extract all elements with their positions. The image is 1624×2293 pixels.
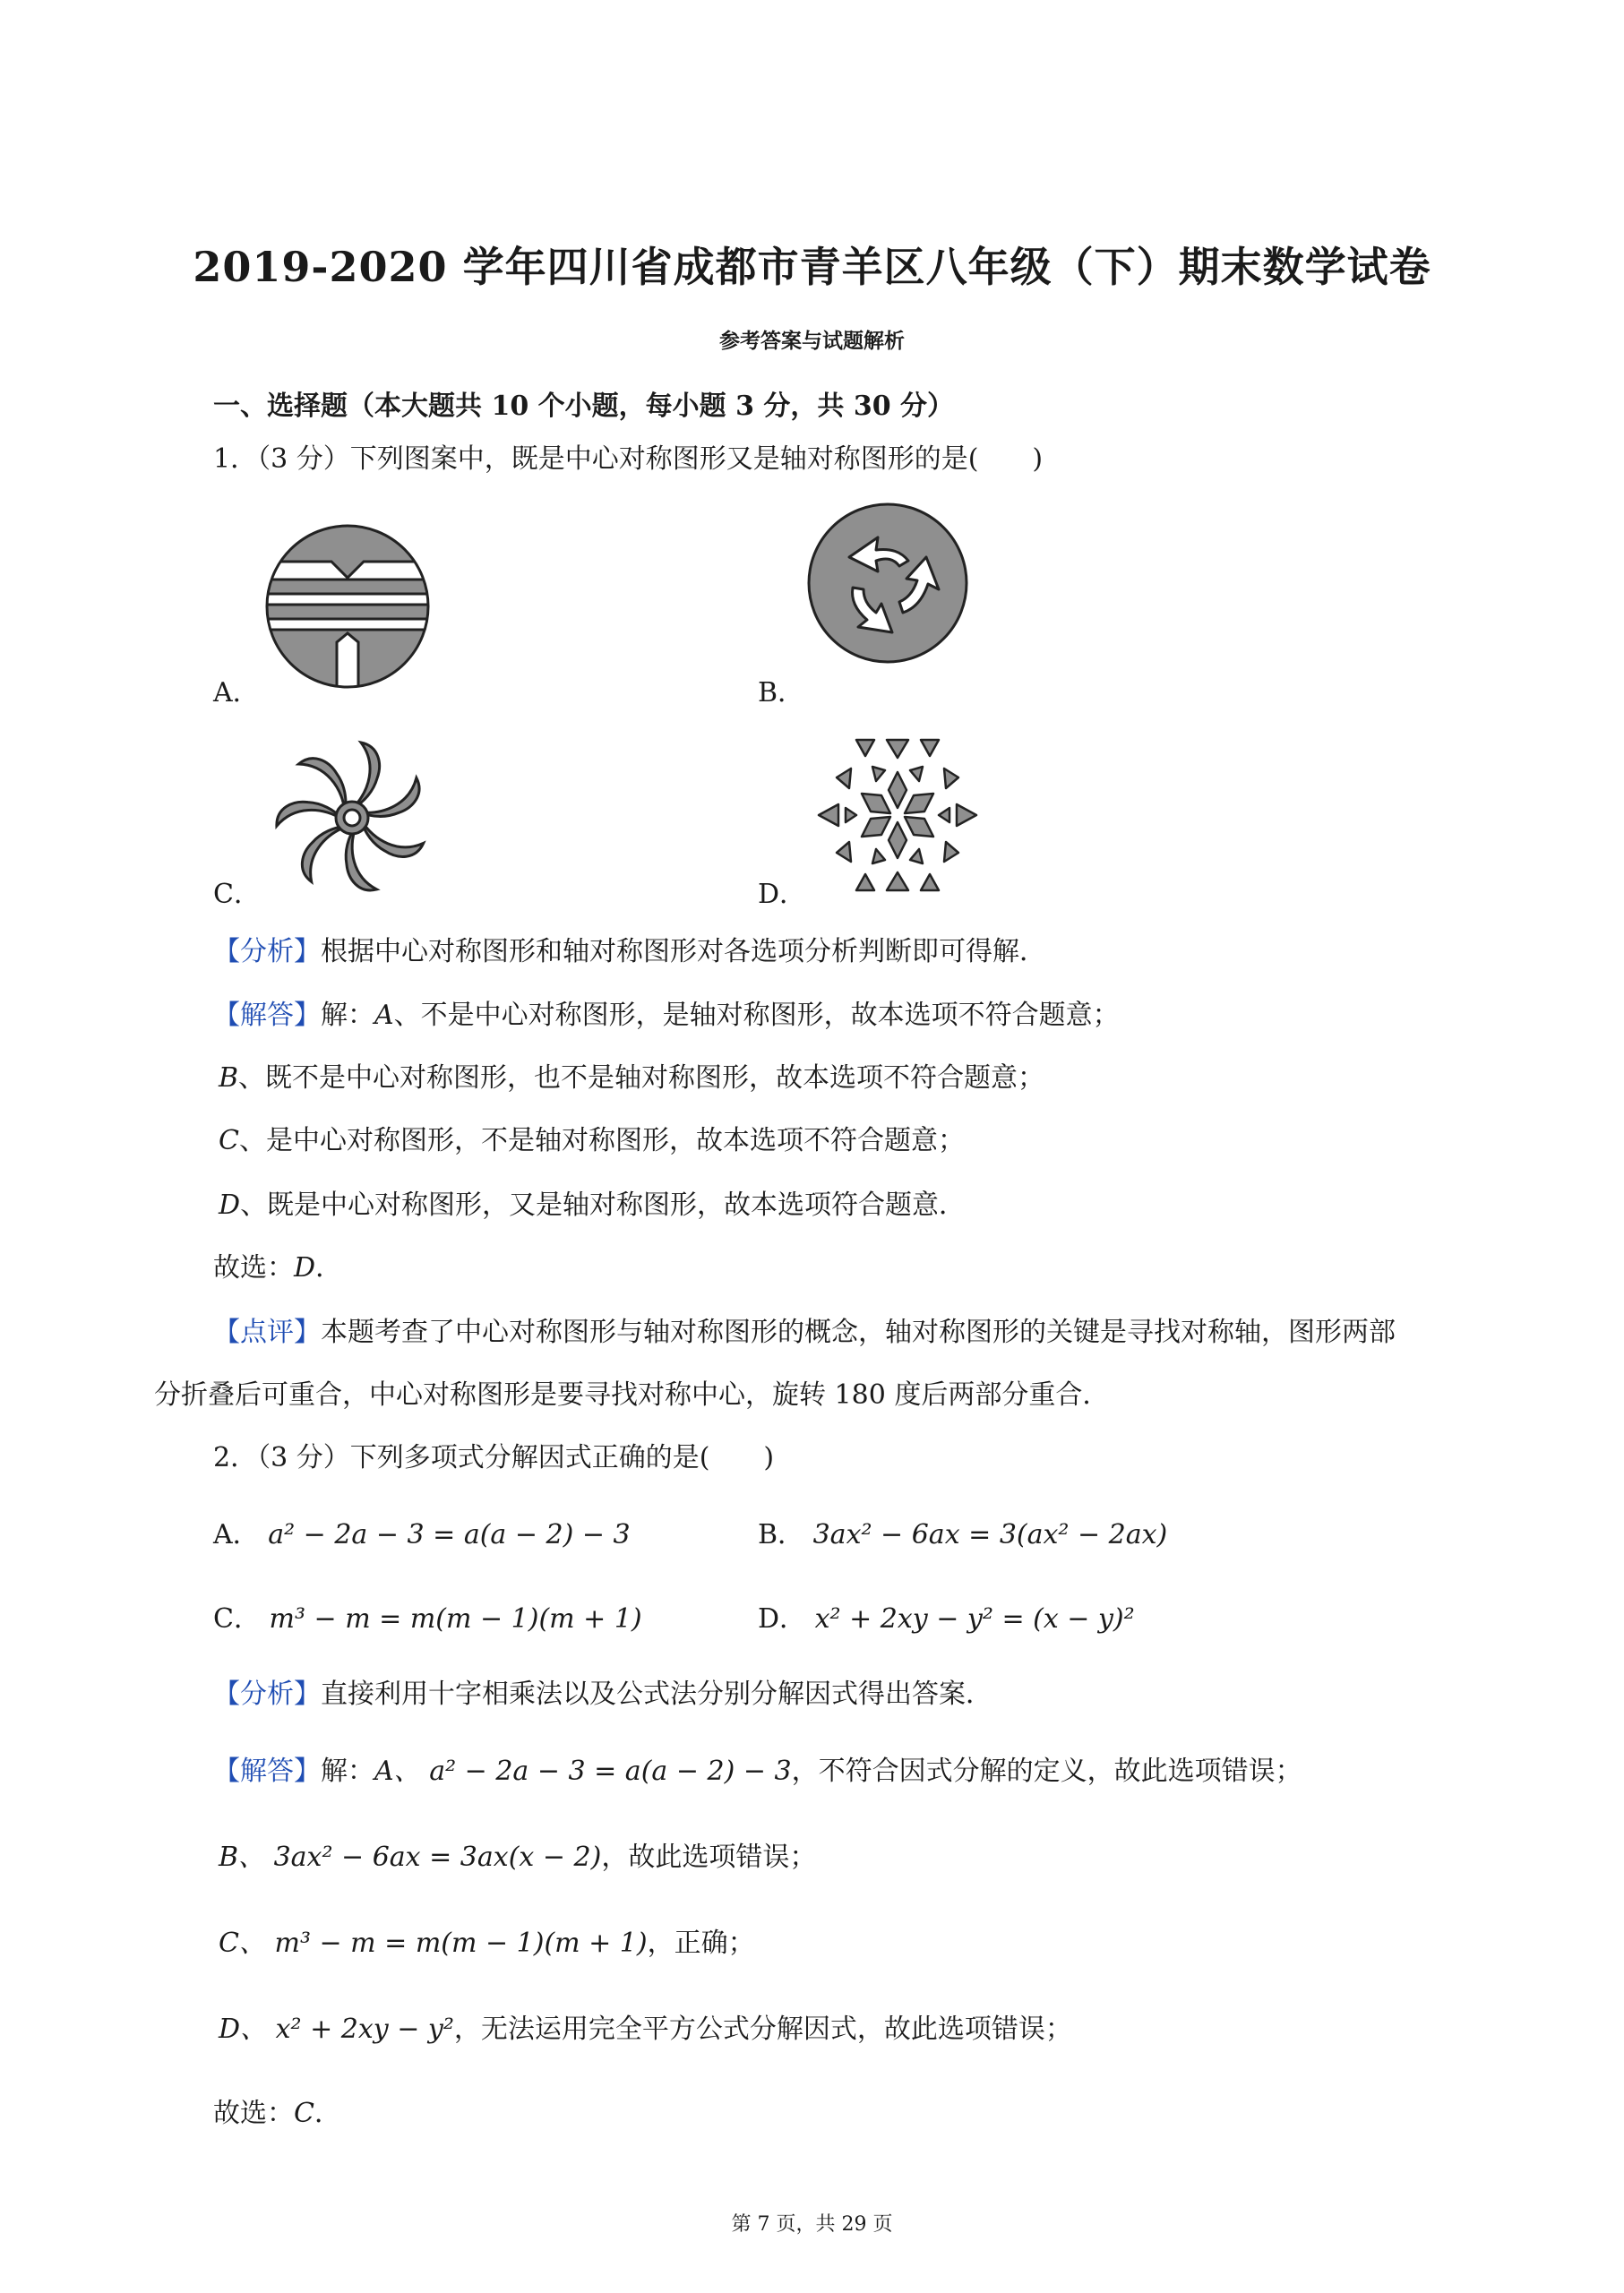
- figure-c: [267, 733, 437, 903]
- answer-tag: 【解答】: [213, 1756, 321, 1787]
- q2-line-b: B、 3ax² − 6ax = 3ax(x − 2)，故此选项错误；: [219, 1842, 817, 1873]
- figure-d: [810, 727, 985, 903]
- q2-option-b: B． 3ax² − 6ax = 3(ax² − 2ax): [758, 1519, 1168, 1550]
- q2-analysis: 【分析】直接利用十字相乘法以及公式法分别分解因式得出答案．: [213, 1679, 992, 1710]
- q1-analysis: 【分析】根据中心对称图形和轴对称图形对各选项分析判断即可得解．: [213, 936, 1046, 967]
- q1-option-c-label: C．: [213, 879, 261, 910]
- q1-comment: 【点评】本题考查了中心对称图形与轴对称图形的概念，轴对称图形的关键是寻找对称轴，图形两部: [213, 1317, 1396, 1348]
- q2-line-c: C、 m³ − m = m(m − 1)(m + 1)，正确；: [219, 1928, 755, 1959]
- q1-line-c: C、是中心对称图形，不是轴对称图形，故本选项不符合题意；: [219, 1125, 965, 1156]
- q1-answer: 【解答】解：A、不是中心对称图形，是轴对称图形，故本选项不符合题意；: [213, 1000, 1120, 1031]
- q2-answer: 【解答】解：A、 a² − 2a − 3 = a(a − 2) − 3，不符合因式分解的定义，故此选项错误；: [213, 1756, 1302, 1787]
- q1-option-a-label: A．: [213, 677, 260, 709]
- q2-option-d: D． x² + 2xy − y² = (x − y)²: [758, 1603, 1135, 1635]
- q1-line-d: D、既是中心对称图形，又是轴对称图形，故本选项符合题意．: [219, 1189, 967, 1221]
- q1-choice: 故选：D．: [213, 1252, 343, 1284]
- q2-option-c: C． m³ − m = m(m − 1)(m + 1): [213, 1603, 642, 1635]
- q2-option-a: A． a² − 2a − 3 = a(a − 2) − 3: [213, 1519, 631, 1550]
- page-subtitle: 参考答案与试题解析: [719, 329, 905, 353]
- q2-choice: 故选：C．: [213, 2098, 341, 2129]
- q1-line-b: B、既不是中心对称图形，也不是轴对称图形，故本选项不符合题意；: [219, 1062, 1045, 1094]
- q2-line-d: D、 x² + 2xy − y²，无法运用完全平方公式分解因式，故此选项错误；: [219, 2014, 1072, 2045]
- figure-b: [806, 502, 969, 665]
- page-title: 2019-2020 学年四川省成都市青羊区八年级（下）期末数学试卷: [193, 243, 1431, 291]
- q1-comment-line2: 分折叠后可重合，中心对称图形是要寻找对称中心，旋转 180 度后两部分重合．: [154, 1379, 1110, 1411]
- page-footer: 第 7 页，共 29 页: [731, 2213, 893, 2236]
- figure-a: [265, 524, 430, 689]
- analysis-tag: 【分析】: [213, 936, 321, 967]
- analysis-tag: 【分析】: [213, 1679, 321, 1710]
- q1-option-b-label: B．: [758, 677, 805, 709]
- section-heading: 一、选择题（本大题共 10 个小题，每小题 3 分，共 30 分）: [213, 391, 955, 422]
- q2-stem: 2．（3 分）下列多项式分解因式正确的是( ): [213, 1442, 775, 1473]
- q1-option-d-label: D．: [758, 879, 807, 910]
- answer-tag: 【解答】: [213, 1000, 321, 1031]
- q1-stem: 1．（3 分）下列图案中，既是中心对称图形又是轴对称图形的是( ): [213, 443, 1044, 475]
- comment-tag: 【点评】: [213, 1317, 321, 1348]
